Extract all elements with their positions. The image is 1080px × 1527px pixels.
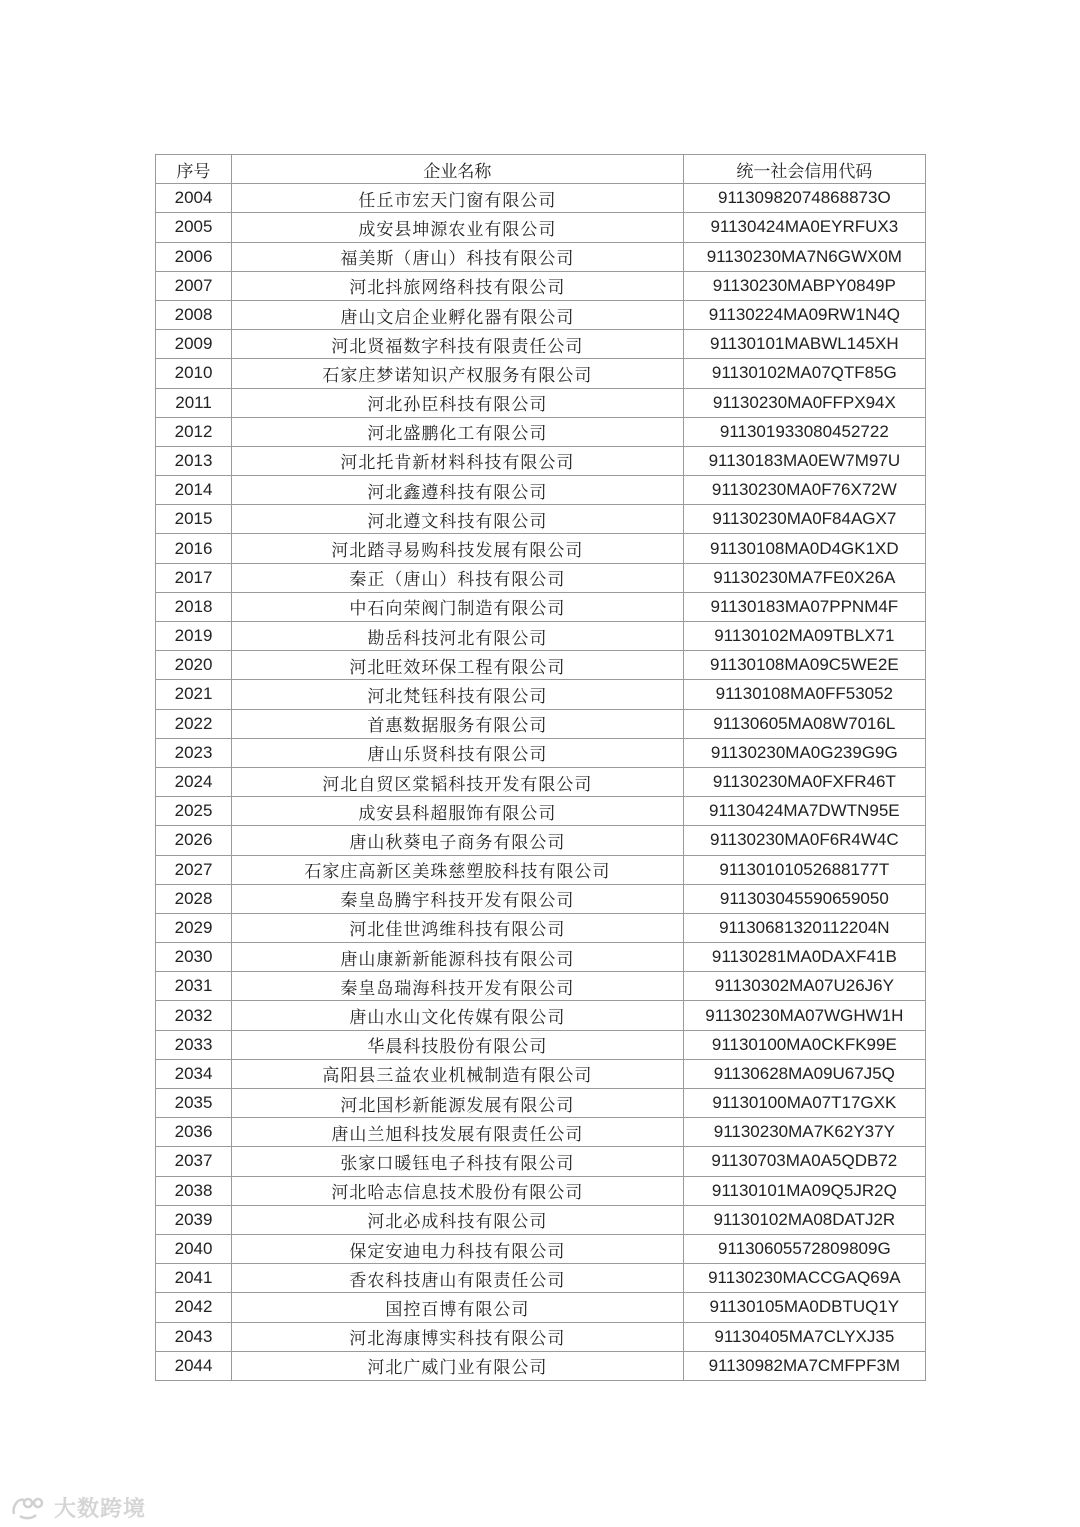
row-company-name: 国控百博有限公司 (232, 1293, 684, 1322)
row-credit-code: 91130281MA0DAXF41B (683, 943, 925, 972)
row-company-name: 河北踏寻易购科技发展有限公司 (232, 534, 684, 563)
row-serial: 2005 (156, 213, 232, 242)
row-company-name: 唐山康新新能源科技有限公司 (232, 943, 684, 972)
header-serial: 序号 (156, 155, 232, 184)
row-serial: 2037 (156, 1147, 232, 1176)
row-serial: 2035 (156, 1089, 232, 1118)
row-credit-code: 91130101MA09Q5JR2Q (683, 1176, 925, 1205)
table-row (156, 1089, 926, 1118)
row-company-name: 河北孙臣科技有限公司 (232, 388, 684, 417)
row-serial: 2009 (156, 330, 232, 359)
row-company-name: 河北贤福数字科技有限责任公司 (232, 330, 684, 359)
table-row (156, 797, 926, 826)
row-company-name: 唐山水山文化传媒有限公司 (232, 1001, 684, 1030)
table-row (156, 184, 926, 213)
row-credit-code: 91130230MA7K62Y37Y (683, 1118, 925, 1147)
row-credit-code: 91130230MA0F6R4W4C (683, 826, 925, 855)
row-credit-code: 91130230MA07WGHW1H (683, 1001, 925, 1030)
row-company-name: 勘岳科技河北有限公司 (232, 622, 684, 651)
row-credit-code: 91130405MA7CLYXJ35 (683, 1322, 925, 1351)
table-row (156, 592, 926, 621)
row-company-name: 河北托肯新材料科技有限公司 (232, 446, 684, 475)
table-row (156, 826, 926, 855)
table-header-row (156, 155, 926, 184)
row-serial: 2006 (156, 242, 232, 271)
row-credit-code: 91130605MA08W7016L (683, 709, 925, 738)
row-company-name: 河北自贸区棠韬科技开发有限公司 (232, 767, 684, 796)
row-company-name: 唐山秋葵电子商务有限公司 (232, 826, 684, 855)
row-company-name: 华晨科技股份有限公司 (232, 1030, 684, 1059)
dashuju-logo-icon (10, 1492, 50, 1522)
row-company-name: 河北抖旅网络科技有限公司 (232, 271, 684, 300)
row-credit-code: 91130101MABWL145XH (683, 330, 925, 359)
row-credit-code: 91130102MA07QTF85G (683, 359, 925, 388)
row-credit-code: 91130424MA7DWTN95E (683, 797, 925, 826)
table-row (156, 388, 926, 417)
row-credit-code: 91130108MA0FF53052 (683, 680, 925, 709)
row-credit-code: 91130108MA09C5WE2E (683, 651, 925, 680)
row-serial: 2038 (156, 1176, 232, 1205)
row-serial: 2032 (156, 1001, 232, 1030)
table-row (156, 1118, 926, 1147)
table-row (156, 271, 926, 300)
row-company-name: 河北国杉新能源发展有限公司 (232, 1089, 684, 1118)
row-credit-code: 91130102MA08DATJ2R (683, 1205, 925, 1234)
table-row (156, 1059, 926, 1088)
row-serial: 2031 (156, 972, 232, 1001)
row-company-name: 石家庄高新区美珠慈塑胶科技有限公司 (232, 855, 684, 884)
row-serial: 2023 (156, 738, 232, 767)
row-serial: 2042 (156, 1293, 232, 1322)
table-row (156, 680, 926, 709)
row-credit-code: 91130100MA07T17GXK (683, 1089, 925, 1118)
row-serial: 2008 (156, 300, 232, 329)
table-row (156, 563, 926, 592)
table-row (156, 738, 926, 767)
table-row (156, 446, 926, 475)
table-row (156, 622, 926, 651)
row-credit-code: 911301933080452722 (683, 417, 925, 446)
row-credit-code: 91130183MA07PPNM4F (683, 592, 925, 621)
row-serial: 2033 (156, 1030, 232, 1059)
row-serial: 2018 (156, 592, 232, 621)
row-company-name: 河北广威门业有限公司 (232, 1351, 684, 1380)
row-company-name: 秦皇岛瑞海科技开发有限公司 (232, 972, 684, 1001)
row-credit-code: 91130703MA0A5QDB72 (683, 1147, 925, 1176)
row-serial: 2036 (156, 1118, 232, 1147)
row-company-name: 河北梵钰科技有限公司 (232, 680, 684, 709)
row-serial: 2017 (156, 563, 232, 592)
row-serial: 2016 (156, 534, 232, 563)
row-serial: 2026 (156, 826, 232, 855)
row-serial: 2007 (156, 271, 232, 300)
row-company-name: 河北海康博实科技有限公司 (232, 1322, 684, 1351)
row-credit-code: 91130230MACCGAQ69A (683, 1264, 925, 1293)
table-row (156, 300, 926, 329)
row-credit-code: 91130230MA0FFPX94X (683, 388, 925, 417)
row-serial: 2044 (156, 1351, 232, 1380)
row-credit-code: 911303045590659050 (683, 884, 925, 913)
row-serial: 2010 (156, 359, 232, 388)
table-row (156, 1205, 926, 1234)
row-credit-code: 91130302MA07U26J6Y (683, 972, 925, 1001)
table-row (156, 359, 926, 388)
row-credit-code: 91130105MA0DBTUQ1Y (683, 1293, 925, 1322)
row-serial: 2040 (156, 1234, 232, 1263)
row-credit-code: 91130101052688177T (683, 855, 925, 884)
watermark-text: 大数跨境 (54, 1496, 147, 1522)
row-serial: 2004 (156, 184, 232, 213)
row-company-name: 张家口暖钰电子科技有限公司 (232, 1147, 684, 1176)
table-row (156, 213, 926, 242)
header-credit-code: 统一社会信用代码 (683, 155, 925, 184)
row-company-name: 首惠数据服务有限公司 (232, 709, 684, 738)
row-serial: 2039 (156, 1205, 232, 1234)
table-row (156, 709, 926, 738)
row-serial: 2020 (156, 651, 232, 680)
row-serial: 2030 (156, 943, 232, 972)
row-serial: 2014 (156, 476, 232, 505)
row-credit-code: 91130230MABPY0849P (683, 271, 925, 300)
table-row (156, 855, 926, 884)
row-credit-code: 9113068132011220​4N (683, 913, 925, 942)
row-serial: 2013 (156, 446, 232, 475)
row-credit-code: 91130230MA0FXFR46T (683, 767, 925, 796)
row-company-name: 河北遵文科技有限公司 (232, 505, 684, 534)
row-company-name: 香农科技唐山有限责任公司 (232, 1264, 684, 1293)
row-company-name: 河北哈志信息技术股份有限公司 (232, 1176, 684, 1205)
row-serial: 2011 (156, 388, 232, 417)
row-serial: 2027 (156, 855, 232, 884)
row-credit-code: 91130230MA7FE0X26A (683, 563, 925, 592)
row-credit-code: 91130424MA0EYRFUX3 (683, 213, 925, 242)
row-company-name: 成安县坤源农业有限公司 (232, 213, 684, 242)
row-credit-code: 91130102MA09TBLX71 (683, 622, 925, 651)
row-serial: 2025 (156, 797, 232, 826)
row-company-name: 河北盛鹏化工有限公司 (232, 417, 684, 446)
row-credit-code: 91130108MA0D4GK1XD (683, 534, 925, 563)
row-credit-code: 91130628MA09U67J5Q (683, 1059, 925, 1088)
row-serial: 2043 (156, 1322, 232, 1351)
table-row (156, 1001, 926, 1030)
table-row (156, 534, 926, 563)
table-row (156, 242, 926, 271)
watermark (10, 1490, 146, 1524)
row-company-name: 河北旺效环保工程有限公司 (232, 651, 684, 680)
table-row (156, 1293, 926, 1322)
row-serial: 2021 (156, 680, 232, 709)
row-serial: 2029 (156, 913, 232, 942)
row-credit-code: 91130230MA0G239G9G (683, 738, 925, 767)
table-row (156, 1234, 926, 1263)
row-company-name: 福美斯（唐山）科技有限公司 (232, 242, 684, 271)
table-row (156, 1322, 926, 1351)
row-serial: 2022 (156, 709, 232, 738)
row-serial: 2041 (156, 1264, 232, 1293)
row-serial: 2015 (156, 505, 232, 534)
row-credit-code: 91130183MA0EW7M97U (683, 446, 925, 475)
table-body (156, 184, 926, 1381)
row-credit-code: 91130982074868873O (683, 184, 925, 213)
row-company-name: 石家庄梦诺知识产权服务有限公司 (232, 359, 684, 388)
row-serial: 2012 (156, 417, 232, 446)
row-credit-code: 91130982MA7CMFPF3M (683, 1351, 925, 1380)
table-row (156, 1351, 926, 1380)
table-row (156, 913, 926, 942)
table-row (156, 505, 926, 534)
row-credit-code: 91130230MA0F84AGX7 (683, 505, 925, 534)
row-company-name: 秦正（唐山）科技有限公司 (232, 563, 684, 592)
header-company-name: 企业名称 (232, 155, 684, 184)
row-credit-code: 91130230MA0F76X72W (683, 476, 925, 505)
row-company-name: 任丘市宏天门窗有限公司 (232, 184, 684, 213)
row-company-name: 河北佳世鸿维科技有限公司 (232, 913, 684, 942)
table-row (156, 884, 926, 913)
table-row (156, 476, 926, 505)
row-company-name: 秦皇岛腾宇科技开发有限公司 (232, 884, 684, 913)
row-company-name: 唐山文启企业孵化器有限公司 (232, 300, 684, 329)
row-company-name: 成安县科超服饰有限公司 (232, 797, 684, 826)
table-row (156, 943, 926, 972)
row-company-name: 中石向荣阀门制造有限公司 (232, 592, 684, 621)
row-company-name: 河北必成科技有限公司 (232, 1205, 684, 1234)
row-credit-code: 91130230MA7N6GWX0M (683, 242, 925, 271)
row-company-name: 唐山乐贤科技有限公司 (232, 738, 684, 767)
table-row (156, 972, 926, 1001)
table-row (156, 767, 926, 796)
table-row (156, 1030, 926, 1059)
company-table (155, 154, 926, 1381)
row-serial: 2028 (156, 884, 232, 913)
row-serial: 2034 (156, 1059, 232, 1088)
table-row (156, 330, 926, 359)
table-row (156, 1176, 926, 1205)
row-serial: 2019 (156, 622, 232, 651)
row-company-name: 高阳县三益农业机械制造有限公司 (232, 1059, 684, 1088)
row-credit-code: 91130605572809809G (683, 1234, 925, 1263)
row-company-name: 唐山兰旭科技发展有限责任公司 (232, 1118, 684, 1147)
row-company-name: 河北鑫遵科技有限公司 (232, 476, 684, 505)
row-serial: 2024 (156, 767, 232, 796)
table-row (156, 1264, 926, 1293)
row-credit-code: 91130224MA09RW1N4Q (683, 300, 925, 329)
table-row (156, 417, 926, 446)
row-credit-code: 91130100MA0CKFK99E (683, 1030, 925, 1059)
table-row (156, 651, 926, 680)
table-row (156, 1147, 926, 1176)
row-company-name: 保定安迪电力科技有限公司 (232, 1234, 684, 1263)
